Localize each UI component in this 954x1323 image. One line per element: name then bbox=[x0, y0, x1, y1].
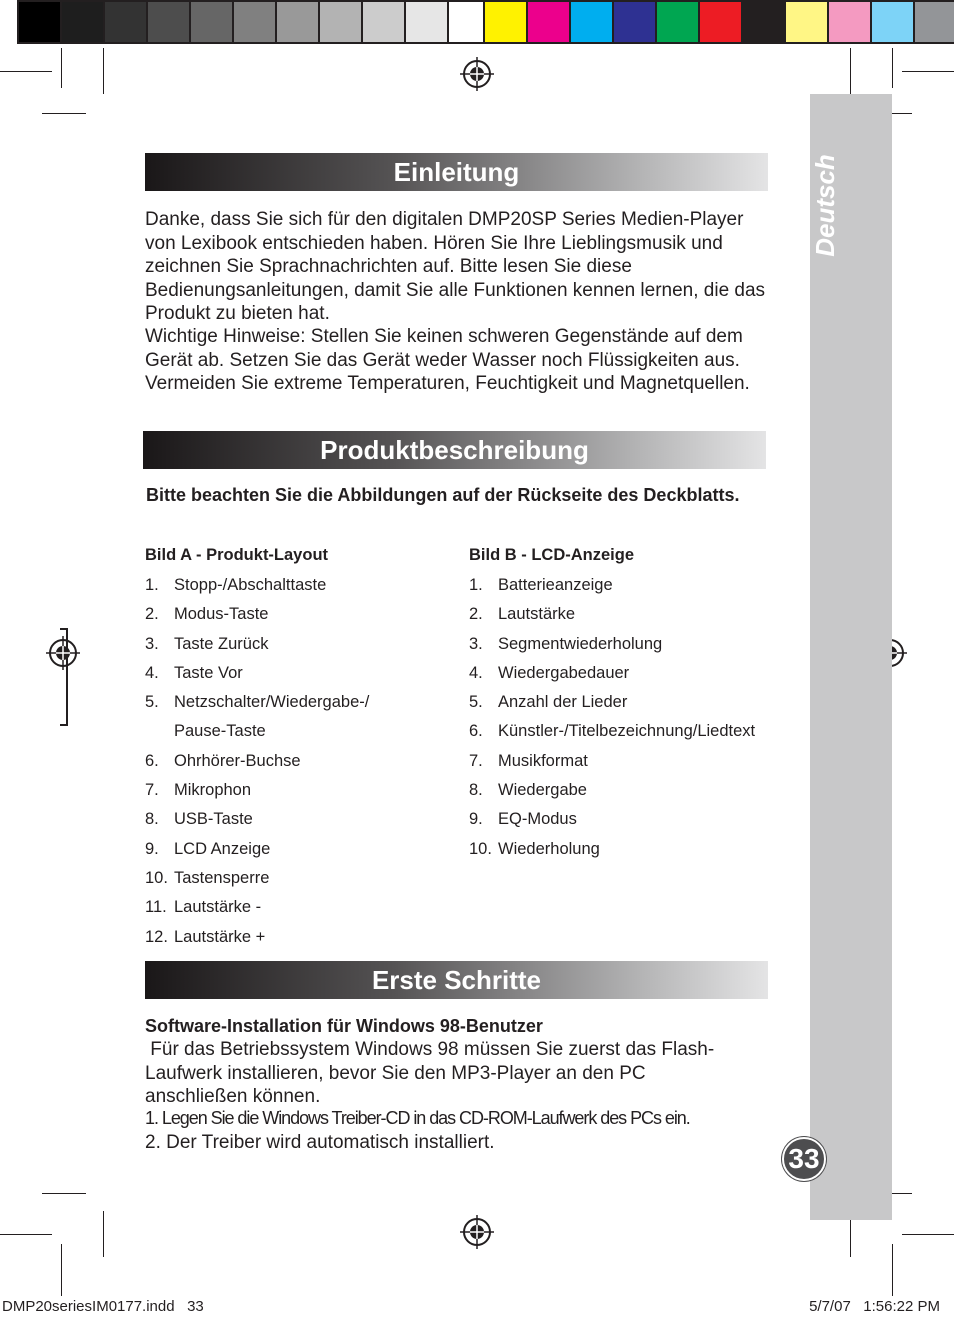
footer-file-info: DMP20seriesIM0177.indd 33 bbox=[2, 1298, 204, 1315]
list-item-text: Mikrophon bbox=[174, 781, 252, 800]
fold-bracket bbox=[60, 628, 68, 630]
list-item-text: Musikformat bbox=[498, 751, 588, 770]
list-item bbox=[469, 752, 789, 781]
intro-paragraph: Danke, dass Sie sich für den digitalen DMP20SP Series Medien-Player von Lexibook entschieden haben. Hören Sie Ihre Lieblingsmusik und zeichnen Sie Sprachnachrichten auf. Bitte lesen Sie diese Bedienungsanleitungen, damit Sie alle Funktionen kennen lernen, die das Produkt zu bieten hat. bbox=[145, 209, 766, 324]
list-item-number: 7. bbox=[145, 781, 159, 800]
list-item bbox=[145, 664, 445, 693]
list-item-number: 12. bbox=[145, 927, 168, 946]
list-item bbox=[145, 810, 445, 839]
color-swatch bbox=[363, 0, 406, 44]
color-swatch bbox=[571, 0, 614, 44]
list-item bbox=[469, 840, 789, 869]
list-item-number: 3. bbox=[145, 634, 159, 653]
crop-mark bbox=[42, 1193, 86, 1194]
list-item-text: Modus-Taste bbox=[174, 605, 269, 624]
install-step-2: 2. Der Treiber wird automatisch installiert. bbox=[145, 1132, 495, 1153]
section-heading-erste-schritte: Erste Schritte bbox=[145, 961, 768, 999]
crop-mark bbox=[42, 113, 86, 114]
list-a-items bbox=[145, 576, 445, 957]
list-item-text: Künstler-/Titelbezeichnung/Liedtext bbox=[498, 722, 756, 741]
section-heading-einleitung: Einleitung bbox=[145, 153, 768, 191]
list-item bbox=[469, 693, 789, 722]
registration-mark-icon bbox=[46, 636, 80, 670]
list-item bbox=[145, 605, 445, 634]
list-item-text: Lautstärke - bbox=[174, 898, 262, 917]
list-item-number: 9. bbox=[145, 839, 159, 858]
list-item bbox=[145, 898, 445, 927]
color-swatch bbox=[528, 0, 571, 44]
list-item-text: USB-Taste bbox=[174, 810, 253, 829]
list-item bbox=[469, 576, 789, 605]
color-swatch bbox=[191, 0, 234, 44]
list-item bbox=[145, 722, 445, 751]
list-item-number: 4. bbox=[145, 663, 159, 682]
color-swatch bbox=[234, 0, 277, 44]
list-item-text: LCD Anzeige bbox=[174, 839, 271, 858]
gray-calibration-bar bbox=[17, 0, 492, 44]
list-item bbox=[145, 781, 445, 810]
install-paragraph: Für das Betriebssystem Windows 98 müssen Sie zuerst das Flash-Laufwerk installieren, bevor Sie den MP3-Player an den PC anschließen können. bbox=[145, 1039, 715, 1107]
color-swatch bbox=[406, 0, 449, 44]
list-item-number: 8. bbox=[469, 781, 483, 800]
list-b-items bbox=[469, 576, 789, 869]
color-swatch bbox=[17, 0, 62, 44]
list-item bbox=[469, 781, 789, 810]
color-swatch bbox=[829, 0, 872, 44]
color-swatch bbox=[62, 0, 105, 44]
list-item-text: Taste Zurück bbox=[174, 634, 269, 653]
crop-mark bbox=[0, 71, 52, 72]
fold-bracket bbox=[60, 724, 68, 726]
software-subheading: Software-Installation für Windows 98-Benutzer bbox=[145, 1016, 543, 1036]
list-item-text: Pause-Taste bbox=[174, 722, 266, 741]
language-label: Deutsch bbox=[809, 153, 840, 257]
list-item-number: 5. bbox=[469, 693, 483, 712]
footer-timestamp: 5/7/07 1:56:22 PM bbox=[809, 1298, 940, 1315]
list-item-number: 9. bbox=[469, 810, 483, 829]
language-side-tab bbox=[810, 94, 892, 1220]
list-item-number: 7. bbox=[469, 751, 483, 770]
list-item bbox=[145, 752, 445, 781]
list-item bbox=[469, 664, 789, 693]
color-swatch bbox=[277, 0, 320, 44]
color-swatch bbox=[786, 0, 829, 44]
list-item-text: Anzahl der Lieder bbox=[498, 693, 628, 712]
list-item-number: 11. bbox=[145, 898, 167, 917]
list-item bbox=[145, 576, 445, 605]
list-item bbox=[469, 722, 789, 751]
crop-mark bbox=[103, 1211, 104, 1257]
color-calibration-bar bbox=[483, 0, 954, 44]
page-number-badge: 33 bbox=[782, 1137, 826, 1181]
crop-mark bbox=[850, 48, 851, 94]
crop-mark bbox=[902, 1234, 954, 1235]
list-item-text: Netzschalter/Wiedergabe-/ bbox=[174, 693, 370, 712]
list-item-number: 2. bbox=[469, 605, 483, 624]
list-item-number: 6. bbox=[145, 751, 159, 770]
list-item-number: 10. bbox=[469, 839, 492, 858]
list-item-text: Tastensperre bbox=[174, 868, 270, 887]
figure-note: Bitte beachten Sie die Abbildungen auf der Rückseite des Deckblatts. bbox=[146, 485, 740, 505]
color-swatch bbox=[483, 0, 528, 44]
list-item-text: Wiedergabedauer bbox=[498, 663, 630, 682]
list-a-title: Bild A - Produkt-Layout bbox=[145, 546, 329, 564]
list-item bbox=[469, 810, 789, 839]
list-item bbox=[145, 928, 445, 957]
color-swatch bbox=[105, 0, 148, 44]
list-b-title: Bild B - LCD-Anzeige bbox=[469, 546, 634, 564]
list-item-text: Stopp-/Abschalttaste bbox=[174, 576, 327, 594]
registration-mark-icon bbox=[460, 1215, 494, 1249]
crop-mark bbox=[892, 48, 893, 88]
list-item-number: 6. bbox=[469, 722, 483, 741]
color-swatch bbox=[872, 0, 915, 44]
list-item-text: Wiedergabe bbox=[498, 781, 587, 800]
list-item bbox=[145, 635, 445, 664]
color-swatch bbox=[743, 0, 786, 44]
list-item-text: Taste Vor bbox=[174, 663, 243, 682]
list-item bbox=[469, 635, 789, 664]
list-item-text: Batterieanzeige bbox=[498, 576, 613, 594]
color-swatch bbox=[915, 0, 954, 44]
list-item-text: Ohrhörer-Buchse bbox=[174, 751, 301, 770]
list-item-number: 1. bbox=[145, 576, 159, 594]
crop-mark bbox=[61, 1244, 62, 1296]
list-item-number: 4. bbox=[469, 663, 483, 682]
list-item-text: Wiederholung bbox=[498, 839, 600, 858]
color-swatch bbox=[657, 0, 700, 44]
color-swatch bbox=[320, 0, 363, 44]
list-item-text: EQ-Modus bbox=[498, 810, 577, 829]
list-item bbox=[145, 869, 445, 898]
list-item-number: 3. bbox=[469, 634, 483, 653]
list-item-text: Lautstärke + bbox=[174, 927, 266, 946]
crop-mark bbox=[902, 71, 954, 72]
list-item-number: 5. bbox=[145, 693, 159, 712]
list-item-text: Segmentwiederholung bbox=[498, 634, 663, 653]
color-swatch bbox=[700, 0, 743, 44]
list-item-number: 8. bbox=[145, 810, 159, 829]
color-swatch bbox=[148, 0, 191, 44]
safety-paragraph: Wichtige Hinweise: Stellen Sie keinen schweren Gegenstände auf dem Gerät ab. Setzen Sie das Gerät weder Wasser noch Flüssigkeiten aus. Vermeiden Sie extreme Temperaturen, Feuchtigkeit und Magnetquellen. bbox=[145, 326, 750, 394]
crop-mark bbox=[103, 48, 104, 94]
section-heading-produktbeschreibung: Produktbeschreibung bbox=[143, 431, 766, 469]
list-item bbox=[469, 605, 789, 634]
crop-mark bbox=[61, 48, 62, 88]
list-item-text: Lautstärke bbox=[498, 605, 576, 624]
list-b-lcd bbox=[469, 546, 789, 869]
list-item-number bbox=[145, 722, 174, 751]
list-item-number: 1. bbox=[469, 576, 483, 594]
list-item-number: 10. bbox=[145, 868, 168, 887]
list-item bbox=[145, 693, 445, 722]
registration-mark-icon bbox=[460, 57, 494, 91]
list-item-number: 2. bbox=[145, 605, 159, 624]
crop-mark bbox=[0, 1234, 52, 1235]
list-item bbox=[145, 840, 445, 869]
crop-mark bbox=[892, 1244, 893, 1296]
list-a-layout bbox=[145, 546, 445, 957]
install-step-1: 1. Legen Sie die Windows Treiber-CD in das CD-ROM-Laufwerk des PCs ein. bbox=[145, 1108, 690, 1128]
color-swatch bbox=[614, 0, 657, 44]
